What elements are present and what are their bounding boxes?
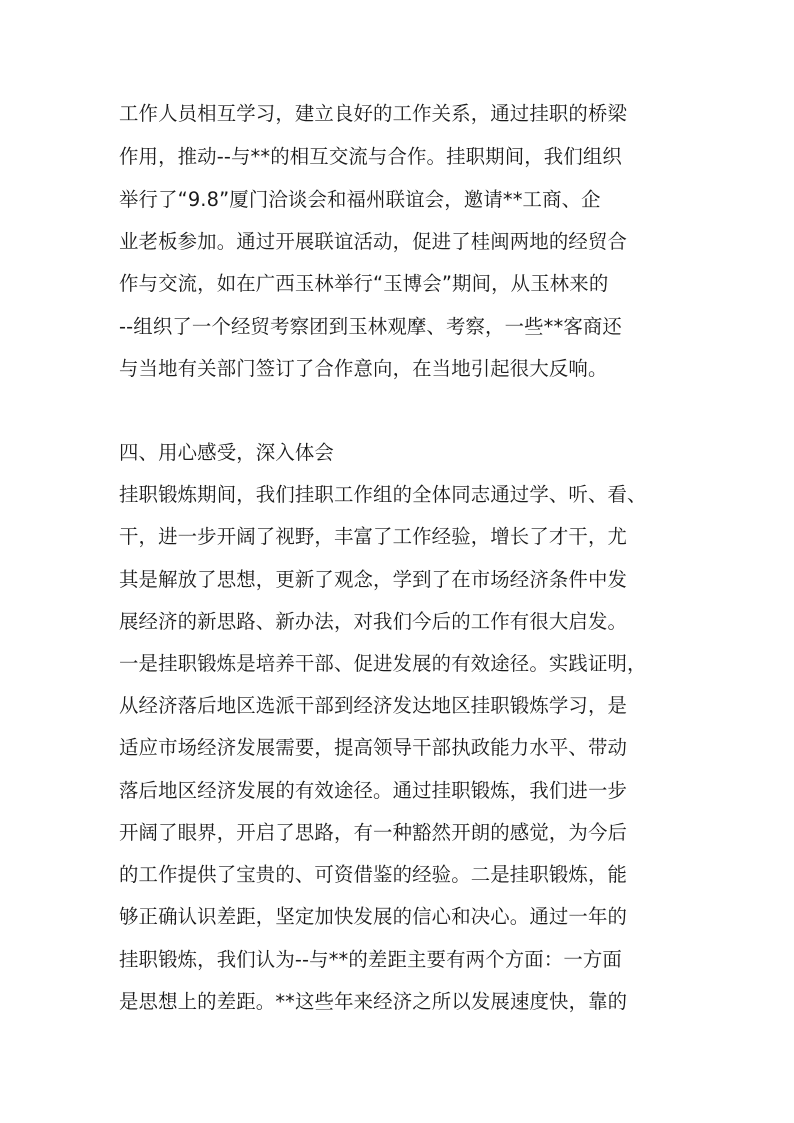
text-line: 挂职锻炼期间，我们挂职工作组的全体同志通过学、听、看、 [119,483,647,506]
text-line: 够正确认识差距，坚定加快发展的信心和决心。通过一年的 [119,905,628,928]
text-line: 工作人员相互学习，建立良好的工作关系，通过挂职的桥梁 [119,102,628,125]
text-line: 是思想上的差距。**这些年来经济之所以发展速度快，靠的 [119,990,628,1013]
text-line: 作用，推动--与**的相互交流与合作。挂职期间，我们组织 [119,145,622,168]
text-line: 一是挂职锻炼是培养干部、促进发展的有效途径。实践证明， [119,652,647,675]
text-line: 与当地有关部门签订了合作意向，在当地引起很大反响。 [119,357,608,380]
text-line: 的工作提供了宝贵的、可资借鉴的经验。二是挂职锻炼，能 [119,863,628,886]
text-line: 干，进一步开阔了视野，丰富了工作经验，增长了才干，尤 [119,525,628,548]
text-line: 展经济的新思路、新办法，对我们今后的工作有很大启发。 [119,610,628,633]
text-line: --组织了一个经贸考察团到玉林观摩、考察，一些**客商还 [119,315,622,338]
section-heading: 四、用心感受，深入体会 [119,441,334,464]
text-line: 其是解放了思想，更新了观念，学到了在市场经济条件中发 [119,568,628,591]
text-line: 业老板参加。通过开展联谊活动，促进了桂闽两地的经贸合 [119,230,628,253]
text-line: 举行了“9.8”厦门洽谈会和福州联谊会，邀请**工商、企 [119,188,601,211]
text-line: 开阔了眼界，开启了思路，有一种豁然开朗的感觉，为今后 [119,821,628,844]
text-line: 作与交流，如在广西玉林举行“玉博会”期间，从玉林来的 [119,272,609,295]
text-line: 适应市场经济发展需要，提高领导干部执政能力水平、带动 [119,736,628,759]
text-line: 从经济落后地区选派干部到经济发达地区挂职锻炼学习，是 [119,694,628,717]
text-line: 落后地区经济发展的有效途径。通过挂职锻炼，我们进一步 [119,779,628,802]
text-line: 挂职锻炼，我们认为--与**的差距主要有两个方面：一方面 [119,948,622,971]
